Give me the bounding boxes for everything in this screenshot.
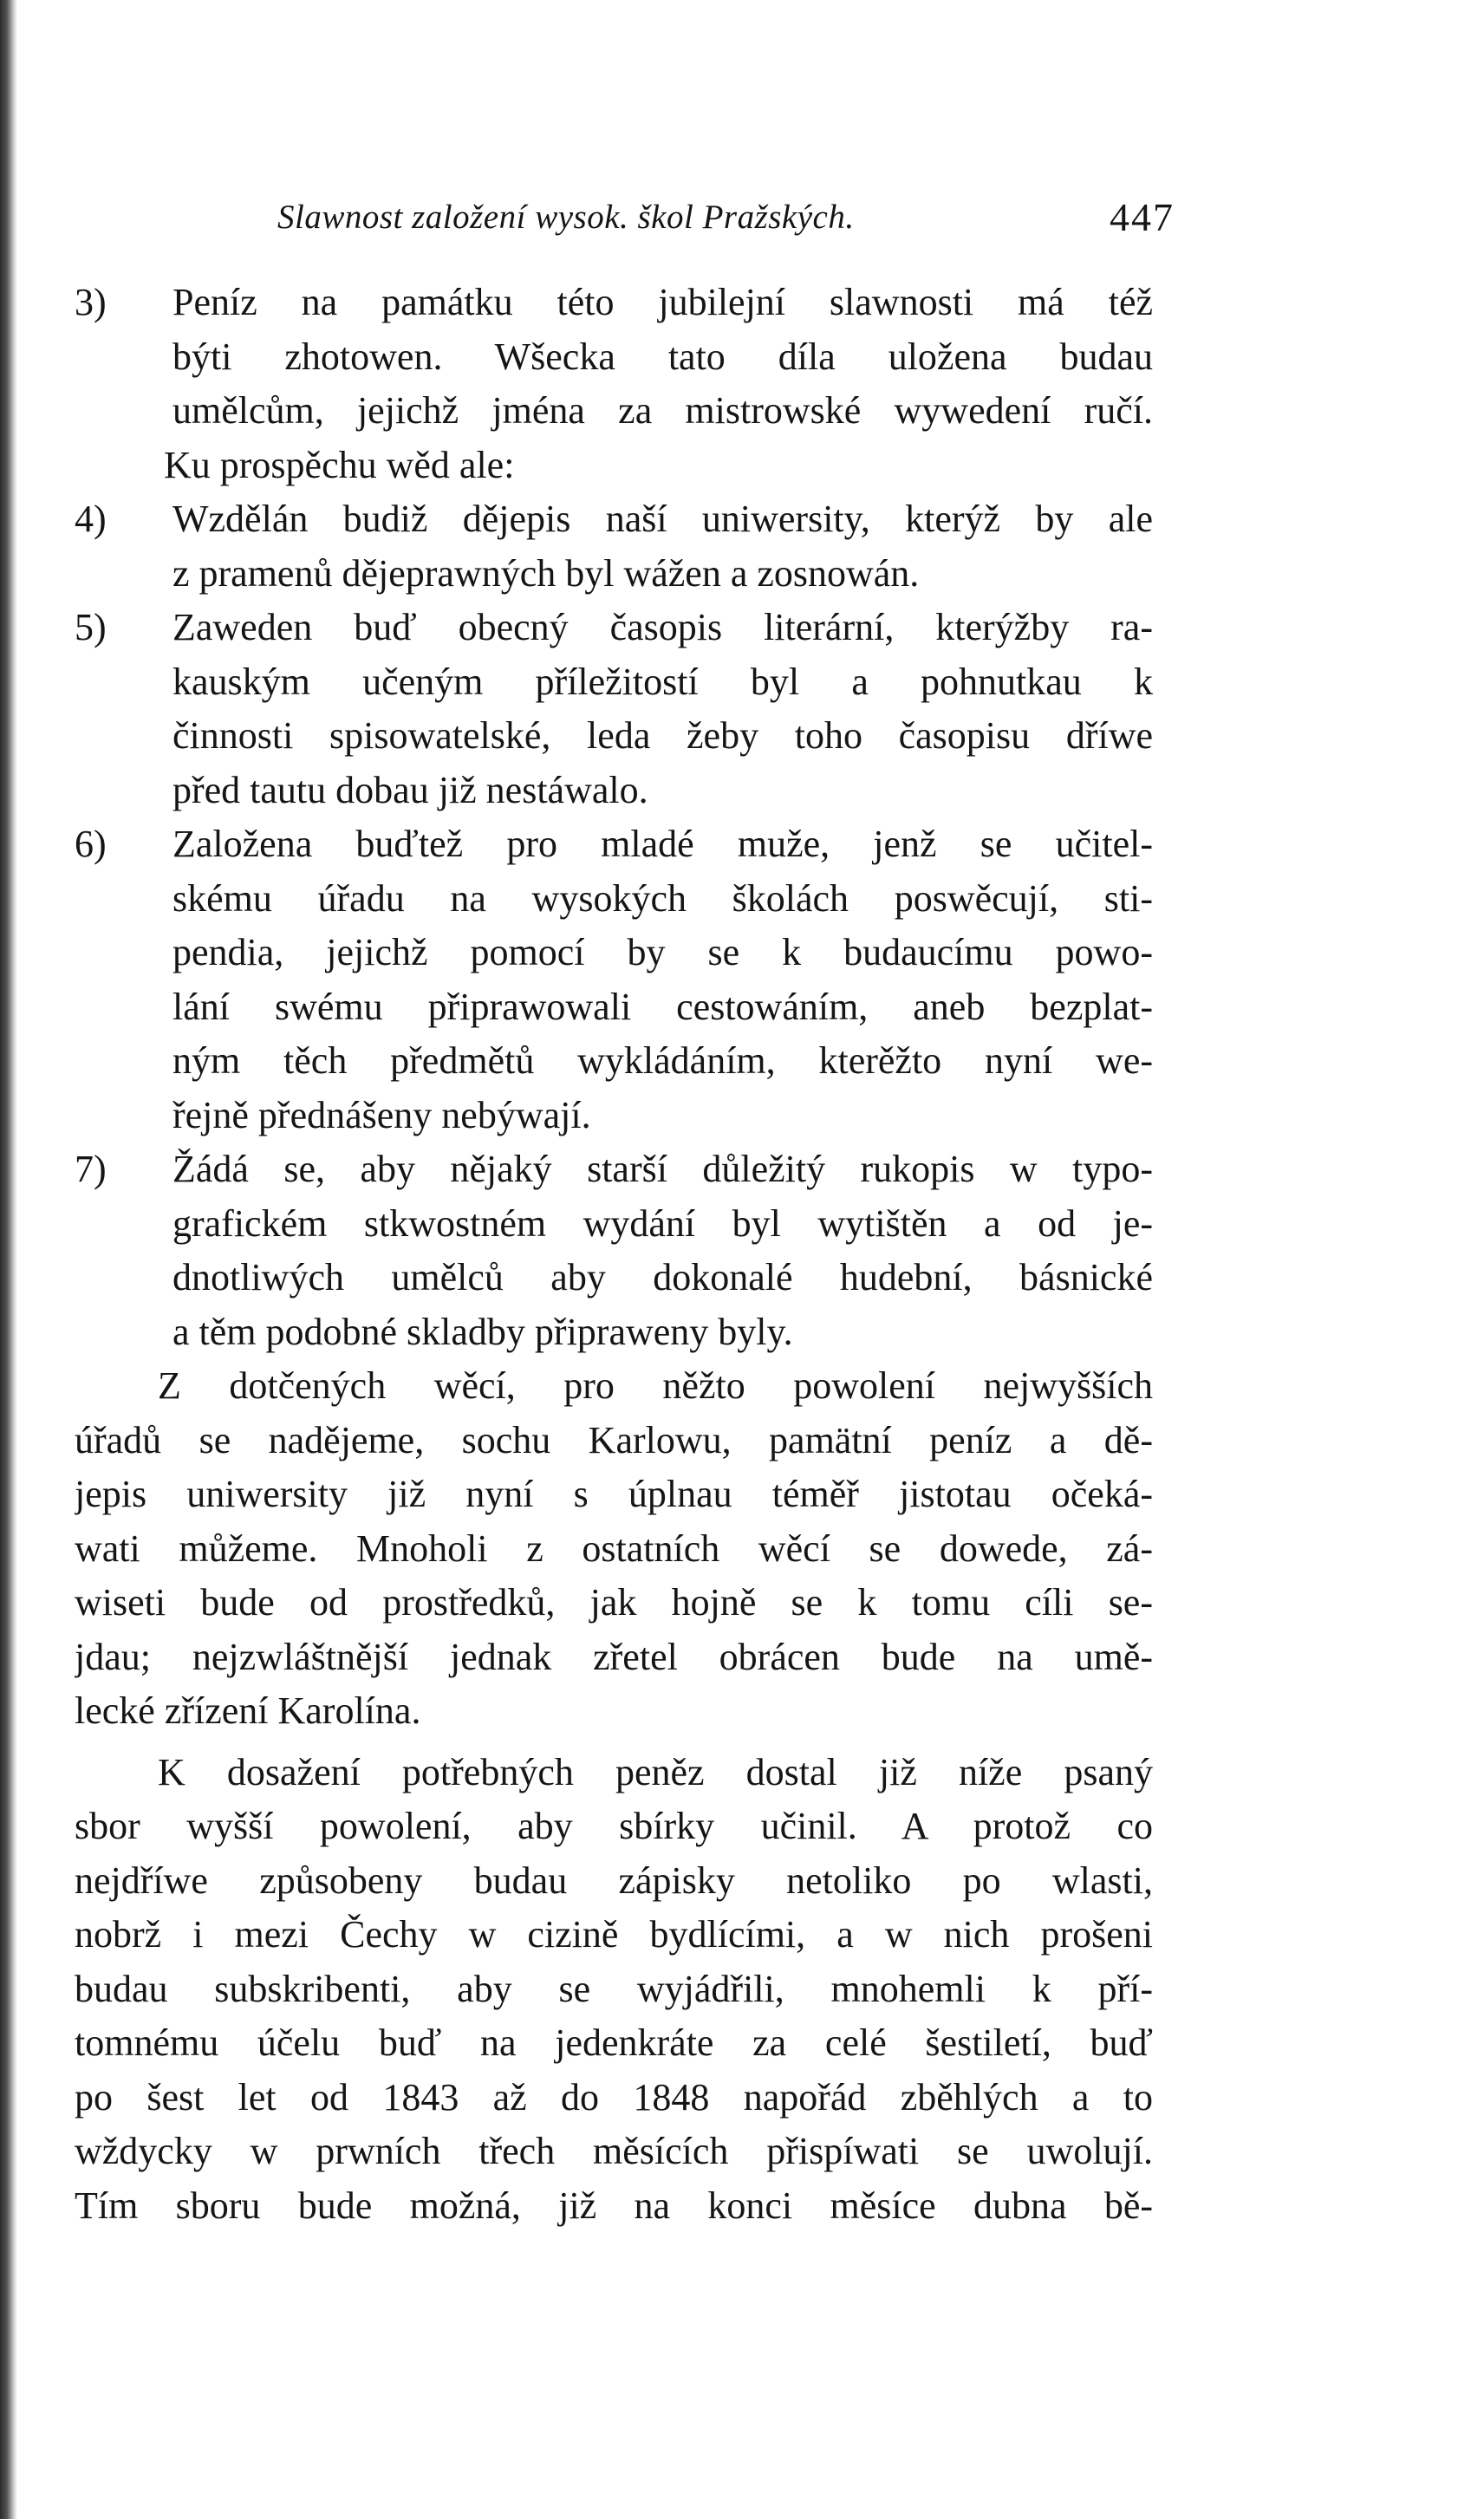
text-line: kauským učeným příležitostí byl a pohnutkau k: [172, 660, 1153, 703]
text-line: pendia, jejichž pomocí by se k budaucímu powo-: [172, 931, 1153, 973]
line-text: Žádá se, aby nějaký starší důležitý rukopis w typo-: [172, 1148, 1153, 1190]
text-line: budau subskribenti, aby se wyjádřili, mnohemli k pří-: [75, 1967, 1153, 2010]
text-line: Tím sboru bude možná, již na konci měsíce dubna bě-: [75, 2184, 1153, 2227]
text-line: grafickém stkwostném wydání byl wytištěn a od je-: [172, 1201, 1153, 1245]
text-line: skému úřadu na wysokých školách poswěcují, sti-: [172, 876, 1153, 920]
line-text: Založena buďtež pro mladé muže, jenž se učitel-: [172, 823, 1153, 865]
text-line: lání swému připrawowali cestowáním, aneb bezplat-: [172, 985, 1153, 1028]
text-line: jdau; nejzwláštnější jednak zřetel obrácen bude na umě-: [75, 1635, 1153, 1678]
text-line: býti zhotowen. Wšecka tato díla uložena budau: [172, 335, 1153, 378]
text-line: wiseti bude od prostředků, jak hojně se k tomu cíli se-: [75, 1581, 1153, 1624]
text-line: činnosti spisowatelské, leda žeby toho časopisu dříwe: [172, 714, 1153, 757]
text-line: úřadů se naděje​me, sochu Karlowu, pamätní peníz a dě-: [75, 1418, 1153, 1461]
text-line: jepis uniwersity již nyní s úplnau téměř jistotau očeká-: [75, 1473, 1153, 1515]
text-line: z pramenů dějeprawných byl wážen a zosnowán.: [172, 551, 920, 595]
text-line: [75, 492, 1153, 547]
text-line: po šest let od 1843 až do 1848 napořád zběhlých a to: [75, 2075, 1153, 2119]
body-text: [75, 276, 1153, 2233]
text-line: nobrž i mezi Čechy w cizině bydlícími, a w nich prošeni: [75, 1913, 1153, 1956]
text-line: wati můžeme. Mnoholi z ostatních wěcí se dowede, zá-: [75, 1526, 1153, 1570]
text-line: [75, 817, 1153, 872]
text-line: a těm podobné skladby připraweny byly.: [172, 1310, 793, 1353]
text-line: řejně přednášeny nebýwají.: [172, 1093, 591, 1136]
line-text: Zaweden buď obecný časopis literární, kterýžby ra-: [172, 606, 1153, 648]
list-marker: 7): [75, 1148, 107, 1190]
line-text: Wzdělán budiž dějepis naší uniwersity, kterýž by ale: [172, 498, 1153, 540]
text-line: tomnému účelu buď na jedenkráte za celé šestiletí, buď: [75, 2021, 1153, 2064]
text-line: Ku prospěchu wěd ale:: [164, 443, 515, 486]
text-line: K dosažení potřebných peněz dostal již níže psaný: [158, 1750, 1153, 1793]
list-marker: 5): [75, 606, 107, 648]
list-marker: 4): [75, 498, 107, 540]
text-line: wždycky w prwních třech měsících přispíwati se uwolují.: [75, 2130, 1153, 2172]
text-line: [75, 276, 1153, 330]
page-header: [208, 191, 1175, 260]
line-text: Peníz na památku této jubilejní slawnosti má též: [172, 281, 1153, 323]
running-title: Slawnost založení wysok. škol Pražských.: [277, 199, 855, 236]
text-line: umělcům, jejichž jména za mistrowské wywedení ručí.: [172, 389, 1153, 432]
text-line: Z dotčených wěcí, pro něžto powolení nejwyšších: [158, 1364, 1153, 1407]
text-line: ným těch předmětů wykládáním, kterěžto nyní we-: [172, 1039, 1153, 1082]
text-line: nejdříwe způsobeny budau zápisky netoliko po wlasti,: [75, 1858, 1153, 1902]
text-line: lecké zřízení Karolína.: [75, 1689, 421, 1732]
text-line: sbor wyšší powolení, aby sbírky učinil. A protož co: [75, 1805, 1153, 1847]
text-line: před tautu dobau již nestáwalo.: [172, 768, 648, 811]
text-line: [75, 601, 1153, 655]
list-marker: 6): [75, 823, 107, 865]
list-marker: 3): [75, 281, 107, 323]
page-number: 447: [1110, 195, 1175, 239]
text-line: dnotliwých umělců aby dokonalé hudební, básnické: [172, 1256, 1153, 1299]
text-line: [75, 1142, 1153, 1197]
